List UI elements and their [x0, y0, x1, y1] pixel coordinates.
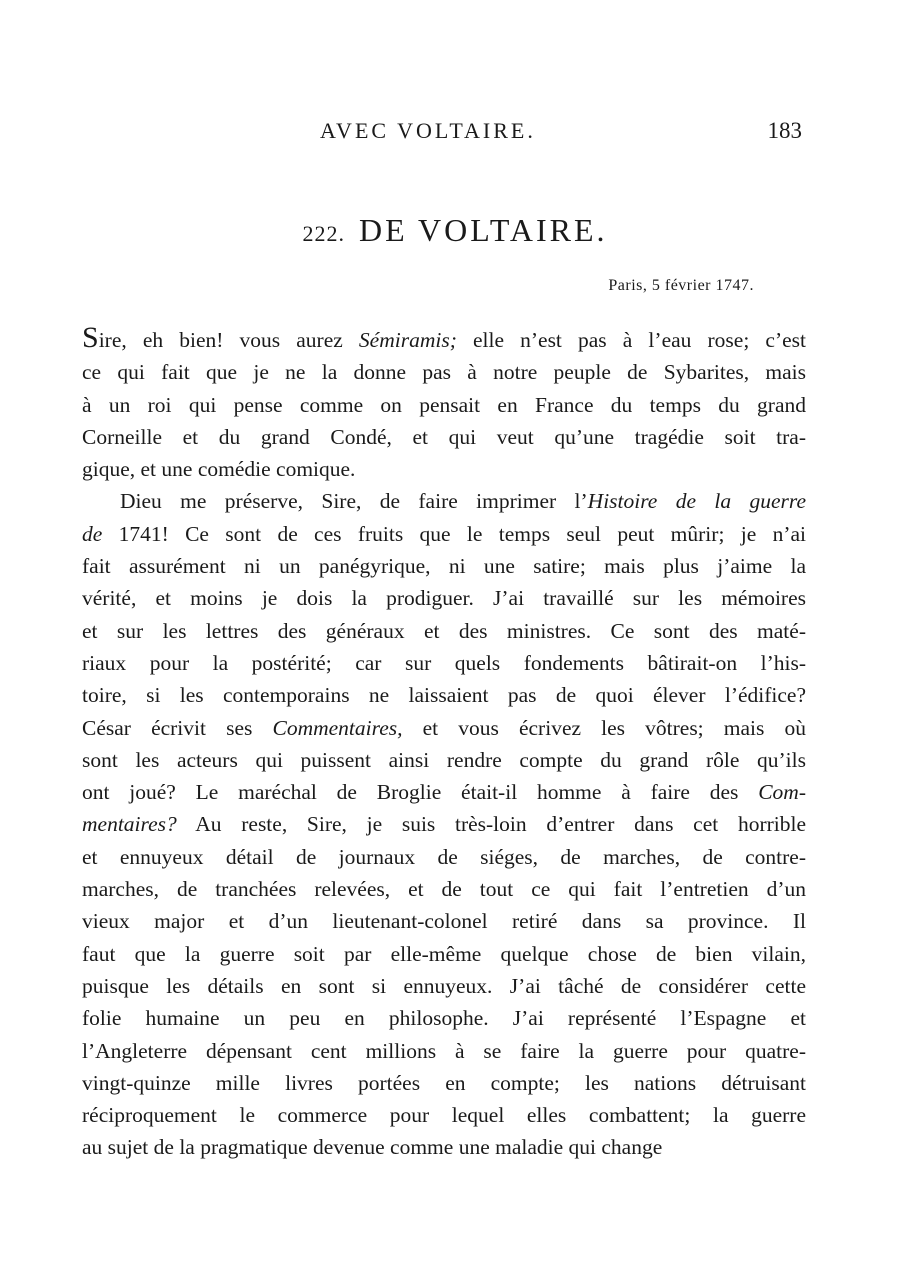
- text-line: César écrivit ses Commentaires, et vous écrivez les vôtres; mais où: [82, 715, 806, 740]
- italic-title: Histoire de la guerre: [587, 489, 806, 514]
- letter-heading: [0, 212, 900, 249]
- page-number: 183: [767, 118, 802, 143]
- letter-dateline: Paris, 5 février 1747.: [608, 277, 754, 294]
- text-line: folie humaine un peu en philosophe. J’ai représenté l’Espagne et: [82, 1006, 806, 1031]
- text-line: marches, de tranchées relevées, et de tout ce qui fait l’entretien d’un: [82, 877, 806, 902]
- italic-title: Sémiramis;: [358, 328, 457, 352]
- text-line: de 1741! Ce sont de ces fruits que le temps seul peut mûrir; je n’ai: [82, 521, 806, 546]
- text-line: Sire, eh bien! vous aurez Sémiramis; elle n’est pas à l’eau rose; c’est: [82, 321, 806, 354]
- text-line: faut que la guerre soit par elle-même quelque chose de bien vilain,: [82, 941, 806, 966]
- italic-title: Com-: [758, 780, 806, 805]
- text-line: l’Angleterre dépensant cent millions à se faire la guerre pour quatre-: [82, 1038, 806, 1063]
- drop-cap: S: [82, 321, 99, 354]
- text-line: Dieu me préserve, Sire, de faire imprimer l’Histoire de la guerre: [120, 489, 806, 514]
- text-line: à un roi qui pense comme on pensait en France du temps du grand: [82, 392, 806, 417]
- italic-title: de: [82, 521, 103, 546]
- running-head: [0, 118, 900, 148]
- text-line: riaux pour la postérité; car sur quels fondements bâtirait-on l’his-: [82, 650, 806, 675]
- letter-title: DE VOLTAIRE.: [358, 212, 608, 248]
- text-line: Corneille et du grand Condé, et qui veut qu’une tragédie soit tra-: [82, 424, 806, 449]
- running-head-title: AVEC VOLTAIRE.: [320, 118, 536, 143]
- italic-title: Commentaires,: [272, 715, 403, 740]
- text-line: toire, si les contemporains ne laissaient pas de quoi élever l’édifice?: [82, 683, 806, 708]
- text-line: gique, et une comédie comique.: [82, 457, 356, 482]
- text-line: vingt-quinze mille livres portées en compte; les nations détruisant: [82, 1070, 806, 1095]
- text-line: fait assurément ni un panégyrique, ni une satire; mais plus j’aime la: [82, 554, 806, 579]
- text-line: mentaires? Au reste, Sire, je suis très-loin d’entrer dans cet horrible: [82, 812, 806, 837]
- text-line: vérité, et moins je dois la prodiguer. J’ai travaillé sur les mémoires: [82, 586, 806, 611]
- text-line: ce qui fait que je ne la donne pas à notre peuple de Sybarites, mais: [82, 360, 806, 385]
- text-line: et sur les lettres des généraux et des ministres. Ce sont des maté-: [82, 618, 806, 643]
- text-line: vieux major et d’un lieutenant-colonel retiré dans sa province. Il: [82, 909, 806, 934]
- text-line: et ennuyeux détail de journaux de siéges, de marches, de contre-: [82, 844, 806, 869]
- letter-body: [82, 322, 806, 1164]
- text-line: réciproquement le commerce pour lequel elles combattent; la guerre: [82, 1103, 806, 1128]
- text-line: puisque les détails en sont si ennuyeux. J’ai tâché de considérer cette: [82, 973, 806, 998]
- text-line: au sujet de la pragmatique devenue comme une maladie qui change: [82, 1135, 663, 1160]
- italic-title: mentaires?: [82, 812, 177, 837]
- text-line: sont les acteurs qui puissent ainsi rendre compte du grand rôle qu’ils: [82, 747, 806, 772]
- text-line: ont joué? Le maréchal de Broglie était-il homme à faire des Com-: [82, 780, 806, 805]
- letter-number: 222.: [302, 221, 345, 246]
